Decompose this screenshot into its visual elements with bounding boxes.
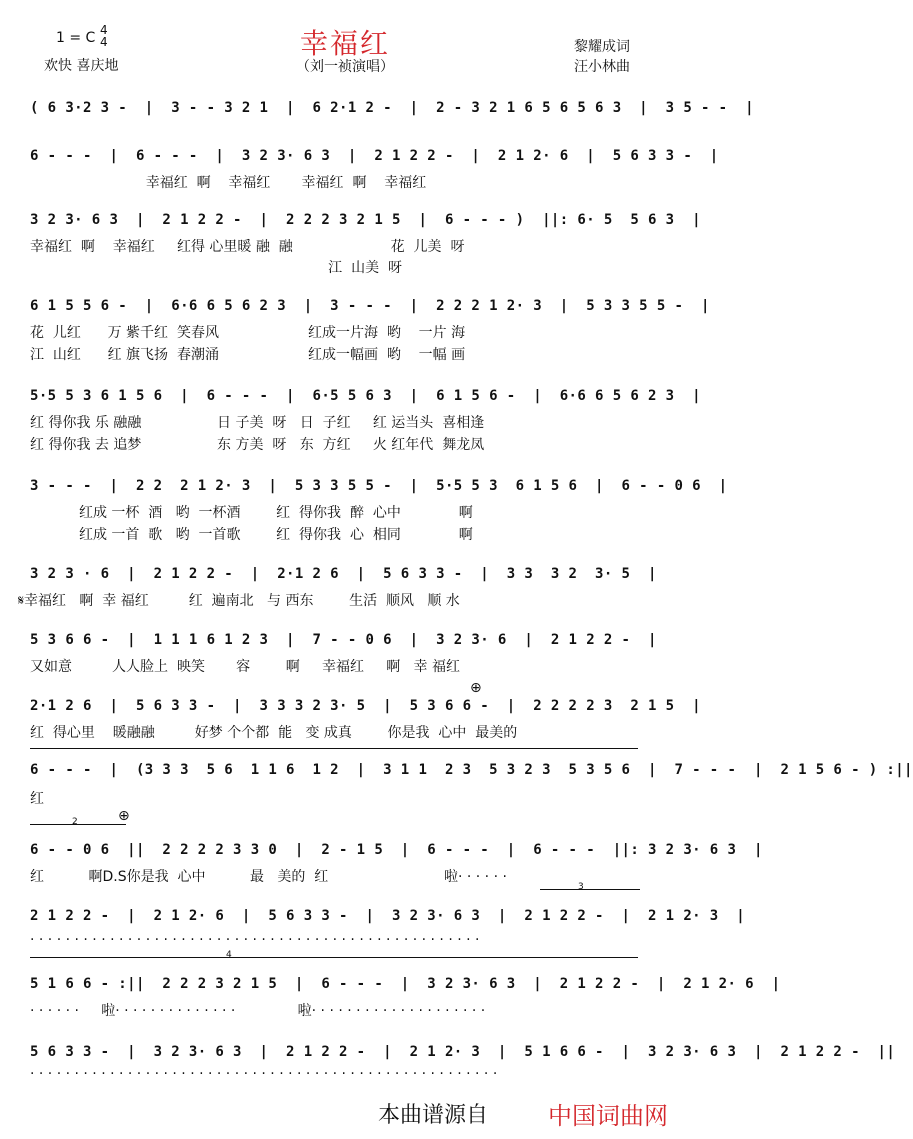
lyric-verse-1: · · · · · · · · · · · · · · · · · · · · · · · · · · · · · · · · · · · · · · · · · · · · · · · · · · ·	[30, 932, 480, 948]
lyric-verse-1: 红 得心里 暖融融 好梦 个个都 能 变 成真 你是我 心中 最美的	[30, 725, 518, 741]
notation: ( 6 3·2 3 - | 3 - - 3 2 1 | 6 2·1 2 - | 2 - 3 2 1 6 5 6 5 6 3 | 3 5 - - |	[30, 100, 754, 116]
singer-credit: （刘一祯演唱）	[296, 59, 394, 75]
lyric-verse-2: 红 得你我 去 追梦 东 方美 呀 东 方红 火 红年代 舞龙凤	[30, 437, 485, 453]
notation: 6 - - - | 6 - - - | 3 2 3· 6 3 | 2 1 2 2 - | 2 1 2· 6 | 5 6 3 3 - |	[30, 148, 719, 164]
lyric-verse-1: 红 得你我 乐 融融 日 子美 呀 日 子红 红 运当头 喜相逢	[30, 415, 485, 431]
notation: 5 3 6 6 - | 1 1 1 6 1 2 3 | 7 - - 0 6 | 3 2 3· 6 | 2 1 2 2 - |	[30, 632, 657, 648]
lyric-verse-1: 幸福红 啊 幸福红 红得 心里暖 融 融 花 儿美 呀	[30, 239, 465, 255]
notation: 5 1 6 6 - :|| 2 2 2 3 2 1 5 | 6 - - - | 3 2 3· 6 3 | 2 1 2 2 - | 2 1 2· 6 |	[30, 976, 781, 992]
lyric-verse-2: 江 山红 红 旗飞扬 春潮涌 红成一幅画 哟 一幅 画	[30, 347, 466, 363]
key-signature: 1 = C	[56, 30, 96, 46]
song-title: 幸福红	[299, 27, 390, 60]
notation: 5 6 3 3 - | 3 2 3· 6 3 | 2 1 2 2 - | 2 1 2· 3 | 5 1 6 6 - | 3 2 3· 6 3 | 2 1 2 2 - ||	[30, 1044, 896, 1060]
notation: 3 2 3· 6 3 | 2 1 2 2 - | 2 2 2 3 2 1 5 | 6 - - - ) ||: 6· 5 5 6 3 |	[30, 212, 701, 228]
notation: 3 - - - | 2 2 2 1 2· 3 | 5 3 3 5 5 - | 5·5 5 3 6 1 5 6 | 6 - - 0 6 |	[30, 478, 728, 494]
lyric-verse-1: 红	[30, 791, 44, 807]
time-sig-bottom: 4	[100, 35, 108, 49]
coda-icon: ⊕	[118, 808, 130, 824]
volta-bracket-1	[30, 748, 638, 749]
lyric-verse-1: 花 儿红 万 紫千红 笑春风 红成一片海 哟 一片 海	[30, 325, 466, 341]
notation: 6 1 5 5 6 - | 6·6 6 5 6 2 3 | 3 - - - | 2 2 2 1 2· 3 | 5 3 3 5 5 - |	[30, 298, 710, 314]
notation: 6 - - 0 6 || 2 2 2 2 3 3 0 | 2 - 1 5 | 6 - - - | 6 - - - ||: 3 2 3· 6 3 |	[30, 842, 763, 858]
notation: 5·5 5 3 6 1 5 6 | 6 - - - | 6·5 5 6 3 | 6 1 5 6 - | 6·6 6 5 6 2 3 |	[30, 388, 701, 404]
composer-credit: 汪小林曲	[574, 59, 630, 75]
notation: 6 - - - | (3 3 3 5 6 1 1 6 1 2 | 3 1 1 2 3 5 3 2 3 5 3 5 6 | 7 - - - | 2 1 5 6 - ) :||	[30, 762, 913, 778]
volta-bracket-2	[30, 824, 126, 825]
lyric-verse-1: 红 啊D.S你是我 心中 最 美的 红 啦· · · · · ·	[30, 869, 507, 885]
volta-2-label: 2	[72, 817, 78, 827]
volta-3-label: 3	[578, 882, 584, 892]
volta-4-label: 4	[226, 950, 232, 960]
lyricist-credit: 黎耀成词	[574, 39, 630, 55]
lyric-verse-1: · · · · · · 啦· · · · · · · · · · · · · · 啦· · · · · · · · · · · · · · · · · · · ·	[30, 1003, 486, 1019]
notation: 2·1 2 6 | 5 6 3 3 - | 3 3 3 2 3· 5 | 5 3 6 6 - | 2 2 2 2 3 2 1 5 |	[30, 698, 701, 714]
lyric-verse-1: 幸福红 啊 幸福红 幸福红 啊 幸福红	[30, 175, 427, 191]
source-label: 本曲谱源自	[378, 1103, 489, 1128]
tempo-marking: 欢快 喜庆地	[44, 58, 119, 74]
time-sig-top: 4	[100, 23, 108, 37]
lyric-verse-1: 又如意 人人脸上 映笑 容 啊 幸福红 啊 幸 福红	[30, 659, 461, 675]
notation: 2 1 2 2 - | 2 1 2· 6 | 5 6 3 3 - | 3 2 3· 6 3 | 2 1 2 2 - | 2 1 2· 3 |	[30, 908, 746, 924]
volta-bracket-4	[30, 957, 638, 958]
site-watermark[interactable]: 中国词曲网	[548, 1102, 668, 1130]
lyric-verse-1: 𝄋幸福红 啊 幸 福红 红 遍南北 与 西东 生活 顺风 顺 水	[18, 593, 460, 609]
lyric-verse-1: 红成 一杯 酒 哟 一杯酒 红 得你我 醉 心中 啊	[30, 505, 473, 521]
volta-bracket-3	[540, 889, 640, 890]
lyric-verse-2: 江 山美 呀	[30, 260, 402, 276]
coda-icon: ⊕	[470, 680, 482, 696]
lyric-verse-1: · · · · · · · · · · · · · · · · · · · · · · · · · · · · · · · · · · · · · · · · · · · · · · · · · · · · ·	[30, 1066, 498, 1082]
notation: 3 2 3 · 6 | 2 1 2 2 - | 2·1 2 6 | 5 6 3 3 - | 3 3 3 2 3· 5 |	[30, 566, 657, 582]
lyric-verse-2: 红成 一首 歌 哟 一首歌 红 得你我 心 相同 啊	[30, 527, 473, 543]
